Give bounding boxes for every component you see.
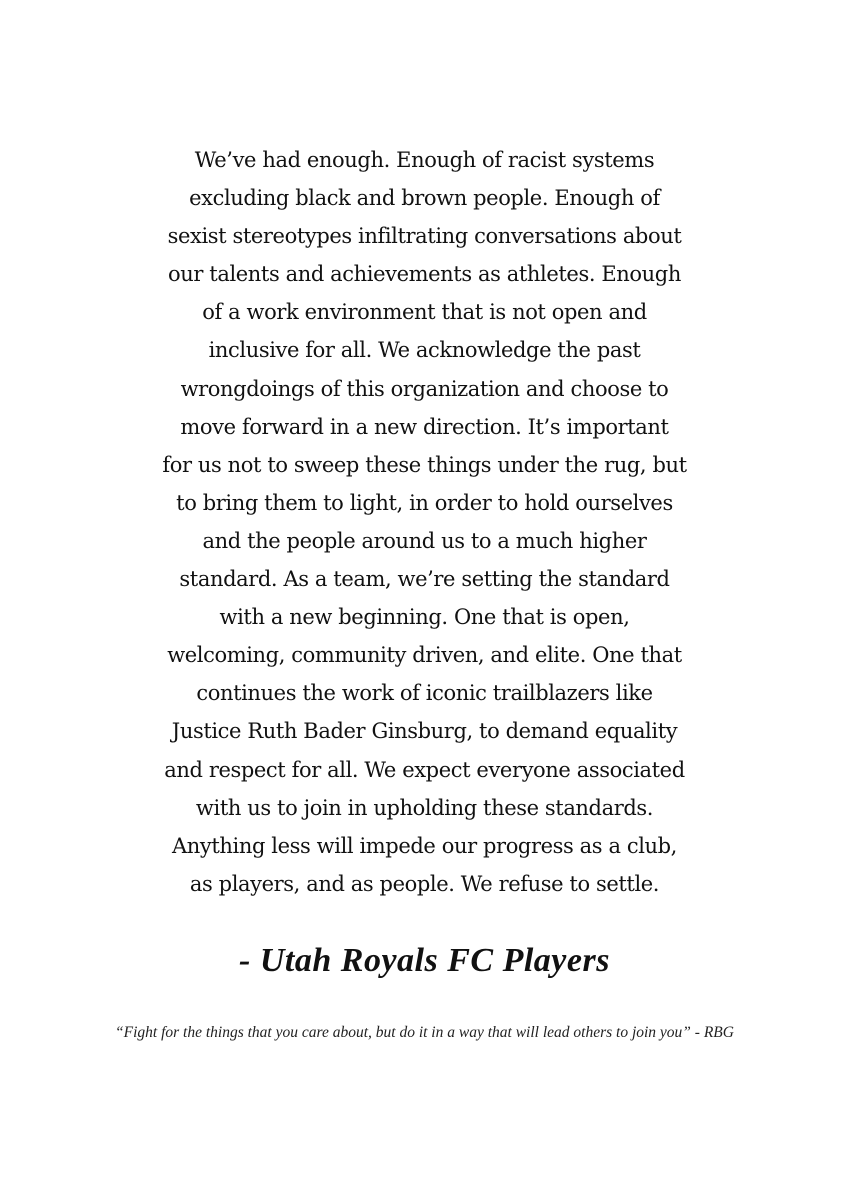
- statement-line: Anything less will impede our progress as a club,: [172, 833, 677, 858]
- statement-line: to bring them to light, in order to hold ourselves: [176, 490, 673, 515]
- statement-line: inclusive for all. We acknowledge the past: [208, 338, 641, 363]
- rbg-quote: “Fight for the things that you care about, but do it in a way that will lead others to join you” - RBG: [115, 1024, 734, 1041]
- statement-line: our talents and achievements as athletes. Enough: [168, 262, 681, 287]
- statement-line: for us not to sweep these things under the rug, but: [162, 452, 687, 477]
- statement-body: [100, 141, 749, 903]
- statement-line: of a work environment that is not open and: [202, 300, 647, 325]
- statement-line: move forward in a new direction. It’s important: [180, 414, 669, 439]
- signature: - Utah Royals FC Players: [239, 942, 610, 979]
- statement-line: Justice Ruth Bader Ginsburg, to demand equality: [171, 719, 678, 744]
- statement-line: with a new beginning. One that is open,: [219, 605, 630, 630]
- statement-line: with us to join in upholding these standards.: [195, 795, 654, 820]
- statement-line: as players, and as people. We refuse to settle.: [189, 871, 660, 896]
- statement-line: continues the work of iconic trailblazers like: [196, 681, 653, 706]
- statement-line: excluding black and brown people. Enough of: [189, 186, 660, 211]
- statement-line: sexist stereotypes infiltrating conversations about: [167, 224, 682, 249]
- statement-line: welcoming, community driven, and elite. One that: [167, 643, 682, 668]
- statement-line: standard. As a team, we’re setting the standard: [179, 567, 670, 592]
- statement-line: We’ve had enough. Enough of racist systems: [194, 148, 655, 172]
- statement-line: wrongdoings of this organization and choose to: [180, 376, 669, 401]
- statement-line: and the people around us to a much higher: [202, 528, 647, 553]
- statement-line: and respect for all. We expect everyone associated: [164, 757, 685, 782]
